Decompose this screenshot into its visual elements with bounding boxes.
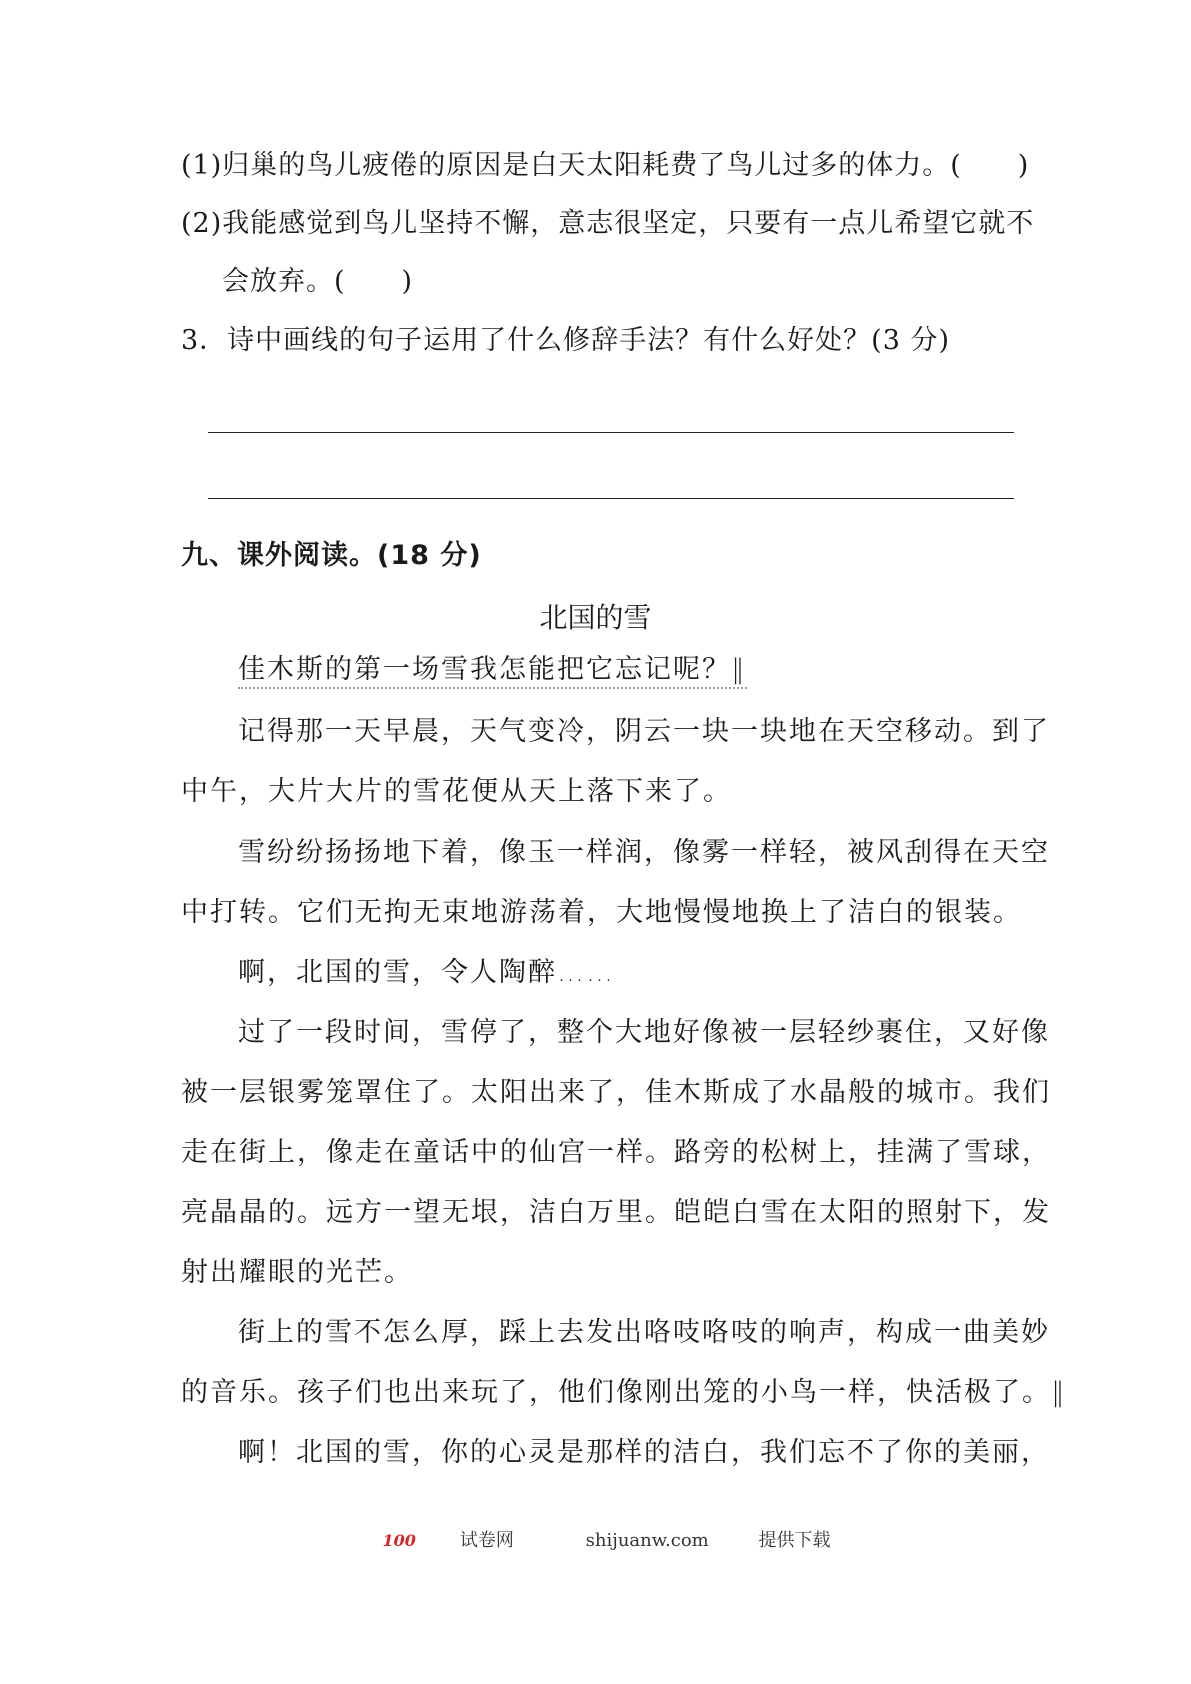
passage-line: 记得那一天早晨，天气变冷，阴云一块一块地在天空移动。到了 [238,716,1050,747]
footer [0,1526,1191,1552]
passage-line: 的音乐。孩子们也出来玩了，他们像刚出笼的小鸟一样，快活极了。‖ [181,1377,1067,1408]
passage-line: 被一层银雾笼罩住了。太阳出来了，佳木斯成了水晶般的城市。我们 [181,1077,1051,1108]
passage-line: 射出耀眼的光芒。 [181,1257,413,1288]
passage-title: 北国的雪 [539,601,652,634]
passage-line: 过了一段时间，雪停了，整个大地好像被一层轻纱裹住，又好像 [238,1017,1050,1048]
passage-line: 啊，北国的雪，令人陶醉…… [238,957,615,988]
passage-line: 走在街上，像走在童话中的仙宫一样。路旁的松树上，挂满了雪球， [181,1137,1051,1168]
footer-site-link[interactable]: shijuanw.com [585,1530,709,1551]
question-2-2-line1: (2)我能感觉到鸟儿坚持不懈，意志很坚定，只要有一点儿希望它就不 [181,208,1035,239]
logo-number: 100 [382,1531,416,1550]
question-2-2-line2: 会放弃。( ) [222,266,414,297]
paragraph-text: 佳木斯的第一场雪我怎能把它忘记呢？‖ [238,654,747,689]
answer-line-2[interactable] [208,498,1014,499]
footer-note: 提供下载 [758,1530,831,1551]
passage-line: 中打转。它们无拘无束地游荡着，大地慢慢地换上了洁白的银装。 [181,897,1022,928]
passage-line: 啊！北国的雪，你的心灵是那样的洁白，我们忘不了你的美丽， [238,1437,1050,1468]
footer-logo[interactable] [361,1530,536,1551]
passage-line: 中午，大片大片的雪花便从天上落下来了。 [181,776,732,807]
passage-paragraph [238,650,1021,690]
passage-line: 街上的雪不怎么厚，踩上去发出咯吱咯吱的响声，构成一曲美妙 [238,1317,1050,1348]
question-2-1: (1)归巢的鸟儿疲倦的原因是白天太阳耗费了鸟儿过多的体力。( ) [181,150,1030,181]
passage-line: 亮晶晶的。远方一望无垠，洁白万里。皑皑白雪在太阳的照射下，发 [181,1197,1051,1228]
passage-line: 雪纷纷扬扬地下着，像玉一样润，像雾一样轻，被风刮得在天空 [238,837,1050,868]
section-heading: 九、课外阅读。(18 分) [181,540,482,571]
question-3: 3．诗中画线的句子运用了什么修辞手法？有什么好处？(3 分) [181,325,951,356]
answer-line-1[interactable] [208,432,1014,433]
logo-text: 试卷网 [459,1530,514,1551]
